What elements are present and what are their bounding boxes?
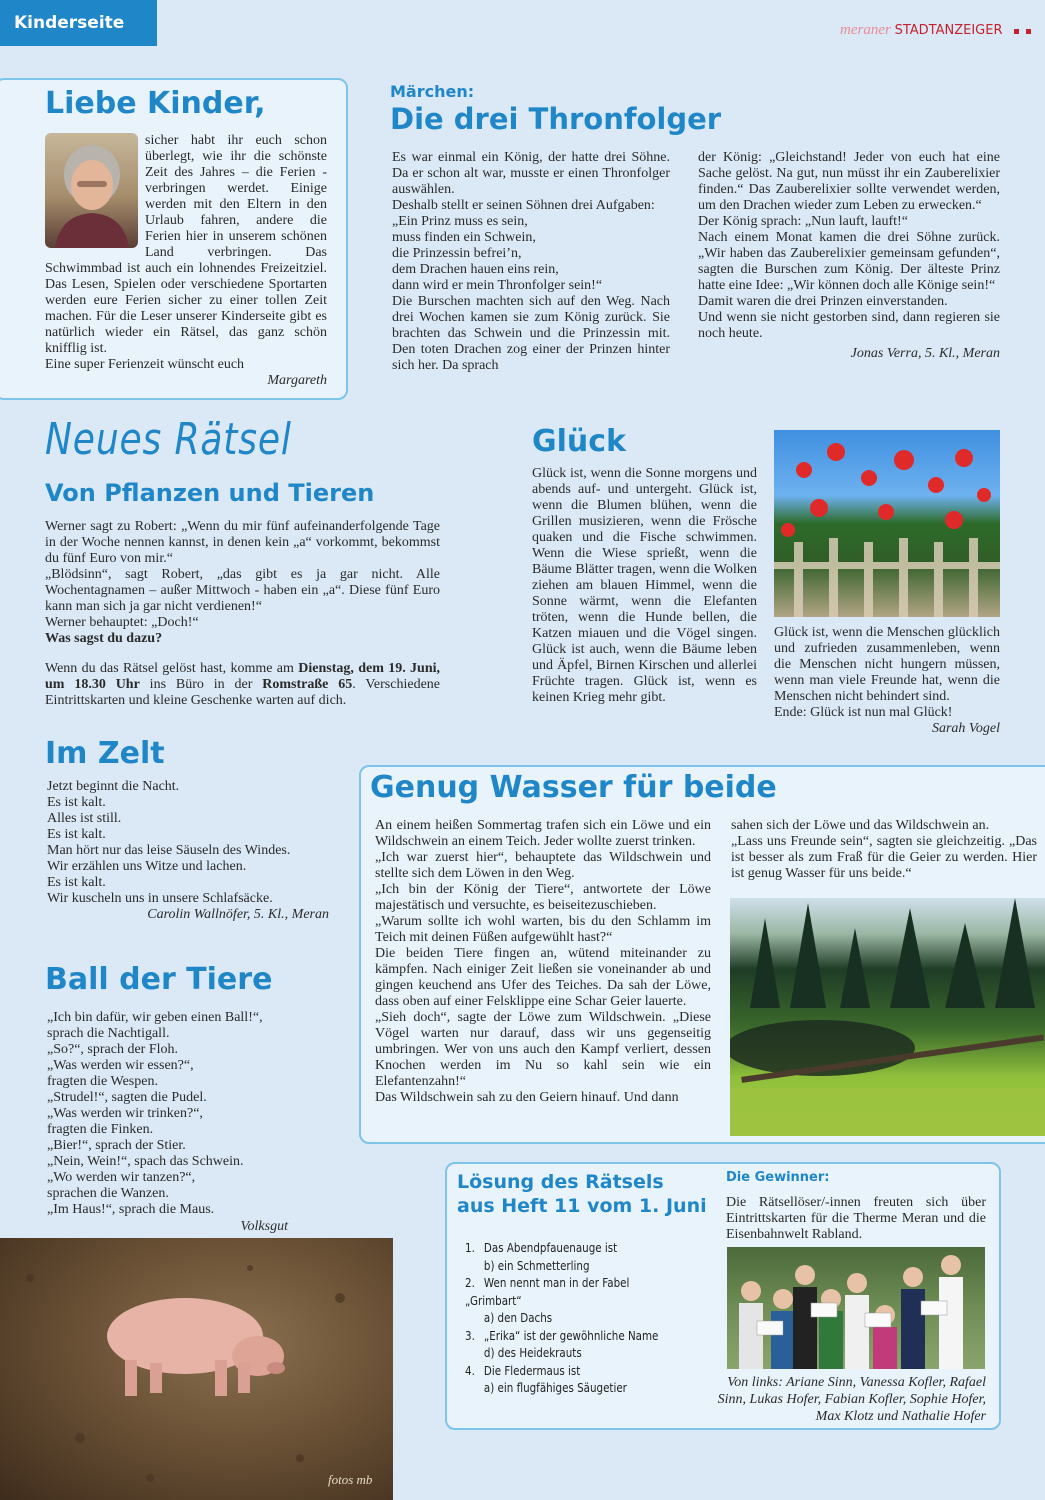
raetsel-script-title: Neues Rätsel [45, 414, 292, 465]
pond-photo [730, 898, 1045, 1136]
ball-line: „Was werden wir essen?“, [47, 1058, 194, 1073]
ball-line: „Bier!“, sprach der Stier. [47, 1138, 186, 1153]
glueck-title: Glück [532, 424, 626, 459]
zelt-poem [47, 779, 329, 923]
maerchen-kicker: Märchen: [390, 82, 475, 101]
ball-line: sprachen die Wanzen. [47, 1186, 169, 1201]
section-tab [0, 0, 157, 46]
raetsel-p1: Werner sagt zu Robert: „Wenn du mir fünf aufeinanderfolgende Tage in der Woche nennen kannst, in denen kein „a“ vorkommt, bekommst du fünf Euro von mir.“ [45, 519, 440, 566]
zelt-line: Alles ist still. [47, 811, 122, 826]
wasser-p8: sahen sich der Löwe und das Wildschwein an. [731, 818, 990, 833]
glueck-text: Glück ist, wenn die Sonne morgens und abends auf- und untergeht. Glück ist, wenn die Blumen blühen, wenn die Grillen musizieren, wenn die Frösche quaken und die Fische schwimmen. Wenn die Wiese sprießt, wenn die Bäume Blätter tragen, wenn die Wolken ziehen am blauen Himmel, wenn die Sonne wärmt, wenn die Elefanten tröten, wenn die Hunde bellen, die Katzen miauen und die Vögel singen. Glück ist auch, wenn die Bäume leben und Äpfel, Birnen Kirschen und allerlei Früchte tragen. Glück ist, wenn es keinen Krieg mehr gibt. [532, 466, 757, 705]
invite-date: Dienstag, dem 19. Juni, um 18.30 Uhr [45, 661, 440, 692]
ball-signature: Volksgut [240, 1219, 288, 1234]
maerchen-p5: Der König sprach: „Nun lauft, lauft!“ [698, 214, 908, 229]
wasser-p2: „Ich war zuerst hier“, behauptete das Wildschwein und stellte sich dem Löwen in den Weg. [375, 850, 711, 881]
ball-line: sprach die Nachtigall. [47, 1026, 170, 1041]
ball-line: fragten die Finken. [47, 1122, 154, 1137]
ball-line: fragten die Wespen. [47, 1074, 158, 1089]
raetsel-p3: Werner behauptet: „Doch!“ [45, 615, 199, 630]
zelt-line: Jetzt beginnt die Nacht. [47, 779, 180, 794]
item-question: Wen nennt man in der Fabel „Grimbart“ [465, 1276, 630, 1308]
raetsel-text [45, 519, 440, 709]
brand-squares [1014, 22, 1031, 39]
ball-line: „Was werden wir trinken?“, [47, 1106, 203, 1121]
pig-photo [0, 1238, 393, 1500]
ball-title: Ball der Tiere [45, 962, 273, 997]
item-answer: d) des Heidekrauts [483, 1346, 582, 1360]
zelt-line: Man hört nur das leise Säuseln des Windes. [47, 843, 291, 858]
item-question: Die Fledermaus ist [483, 1363, 581, 1378]
ball-line: „Strudel!“, sagten die Pudel. [47, 1090, 207, 1105]
zelt-line: Es ist kalt. [47, 875, 106, 890]
masthead [840, 22, 1031, 39]
maerchen-p8: Und wenn sie nicht gestorben sind, dann regieren sie noch heute. [698, 310, 1000, 341]
item-answer: a) den Dachs [483, 1311, 553, 1325]
loesung-item [465, 1240, 689, 1275]
maerchen-signature: Jonas Verra, 5. Kl., Meran [850, 346, 1000, 361]
wasser-p9: „Lass uns Freunde sein“, sagten sie gleichzeitig. „Das ist besser als zum Fraß für die Geier zu werden. Hier ist genug Wasser für uns beide.“ [731, 834, 1037, 881]
loesung-item [465, 1328, 689, 1363]
maerchen-verse3: die Prinzessin befrei’n, [392, 246, 522, 261]
invite-street: Romstraße 65 [262, 677, 353, 692]
winners-text: Die Rätsellöser/-innen freuten sich über Eintrittskarten für die Therme Meran und die Eisenbahnwelt Rabland. [726, 1195, 986, 1242]
glueck-p2: Glück ist, wenn die Menschen glücklich und zufrieden zusammenleben, wenn die Menschen nicht hungern müssen, wenn man viele Freunde hat, wenn die Menschen nicht behindert sind. [774, 625, 1000, 704]
maerchen-p3: Die Burschen machten sich auf den Weg. Nach drei Wochen kamen sie zum König zurück. Sie brachten das Schwein und die Prinzessin mit. Den toten Drachen zog einer der Prinzen hinter sich her. Da sprach [392, 294, 670, 373]
intro-title: Liebe Kinder, [45, 86, 266, 121]
wasser-p7: Das Wildschwein sah zu den Geiern hinauf. Und dann [375, 1090, 679, 1105]
maerchen-col2 [698, 150, 1000, 362]
ball-line: „So?“, sprach der Floh. [47, 1042, 179, 1057]
loesung-title: Lösung des Rätsels aus Heft 11 vom 1. Juni [457, 1171, 707, 1217]
raetsel-title: Von Pflanzen und Tieren [45, 479, 375, 507]
wasser-p5: Die beiden Tiere fingen an, wütend miteinander zu kämpfen. Nach einiger Zeit ließen sie voneinander ab und gingen keuchend ans Ufer des Teiches. Da sah der Löwe, dass oben auf einer Felsklippe eine Schar Geier lauerte. [375, 946, 711, 1009]
winners-photo [727, 1247, 985, 1369]
zelt-line: Wir erzählen uns Witze und lachen. [47, 859, 247, 874]
winners-title: Die Gewinner: [726, 1170, 830, 1185]
ball-line: „Ich bin dafür, wir geben einen Ball!“, [47, 1010, 263, 1025]
maerchen-p6: Nach einem Monat kamen die drei Söhne zurück. „Wir haben das Zauberelixier gemeinsam gefunden“, sagten die Burschen zum König. Der älteste Prinz hatte eine Idee: „Wir können doch alle Könige sein!“ [698, 230, 1000, 293]
brand-name: STADTANZEIGER [894, 23, 1003, 38]
wasser-col1 [375, 818, 711, 1106]
photo-credit: fotos mb [328, 1472, 373, 1487]
flowers-photo [774, 430, 1000, 617]
ball-poem [47, 1010, 287, 1218]
ball-line: „Nein, Wein!“, spach das Schwein. [47, 1154, 244, 1169]
loesung-list [465, 1240, 689, 1398]
maerchen-verse2: muss finden ein Schwein, [392, 230, 536, 245]
wasser-p3: „Ich bin der König der Tiere“, antwortete der Löwe majestätisch und versuchte, es beiseitezuschieben. [375, 882, 711, 913]
intro-paragraph: sicher habt ihr euch schon überlegt, wie ihr die schönste Zeit des Jahres – die Ferien - verbringen werdet. Einige werden mit den Eltern in den Urlaub fahren, andere die Ferien hier in unserem schönen Land verbringen. Das Schwimmbad ist auch ein lohnendes Freizeitziel. Das Lesen, Spielen oder verschiedene Sportarten werden eure Ferien sicher zu einer tollen Zeit machen. Für die Leser unserer Kinderseite gibt es natürlich wieder ein Rätsel, das ganz schön knifflig ist. [45, 133, 327, 356]
wasser-p1: An einem heißen Sommertag trafen sich ein Löwe und ein Wildschwein an einem Teich. Jeder wollte zuerst trinken. [375, 818, 711, 849]
zelt-line: Es ist kalt. [47, 827, 106, 842]
zelt-title: Im Zelt [45, 736, 165, 771]
item-num: 1. [465, 1241, 475, 1255]
invite-mid: ins Büro in der [139, 677, 263, 692]
raetsel-question: Was sagst du dazu? [45, 631, 163, 646]
raetsel-invite [45, 661, 440, 709]
intro-text [45, 133, 327, 389]
item-question: Das Abendpfauenauge ist [483, 1241, 618, 1255]
maerchen-p4: der König: „Gleichstand! Jeder von euch hat eine Sache gelöst. Na gut, nun müsst ihr ein Zauberelixier finden.“ Das Zauberelixier sollte verwendet werden, um den Drachen wieder zum Leben zu erwecken.“ [698, 150, 1000, 213]
invite-pre: Wenn du das Rätsel gelöst hast, komme am [45, 661, 299, 676]
zelt-signature: Carolin Wallnöfer, 5. Kl., Meran [147, 907, 329, 922]
maerchen-p1: Es war einmal ein König, der hatte drei Söhne. Da er schon alt war, musste er einen Thronfolger auswählen. [392, 150, 670, 197]
brand-script: meraner [840, 22, 891, 38]
winners-caption: Von links: Ariane Sinn, Vanessa Kofler, Rafael Sinn, Lukas Hofer, Fabian Kofler, Sophie Hofer, Max Klotz und Nathalie Hofer [717, 1375, 986, 1424]
zelt-line: Wir kuscheln uns in unsere Schlafsäcke. [47, 891, 273, 906]
item-num: 4. [465, 1363, 475, 1378]
item-num: 2. [465, 1276, 475, 1290]
glueck-signature: Sarah Vogel [931, 721, 1000, 736]
maerchen-verse5: dann wird er mein Thronfolger sein!“ [392, 278, 603, 293]
section-tab-label: Kinderseite [14, 13, 125, 33]
wasser-p4: „Warum sollte ich wohl warten, bis du den Schlamm im Teich mit deinen Füßen aufgewühlt hast?“ [375, 914, 711, 945]
wasser-p6: „Sieh doch“, sagte der Löwe zum Wildschwein. „Diese Vögel warten nur darauf, dass wir uns gegenseitig umbringen. Wer von uns auch den Kampf verliert, dessen Knochen werden im Nu so kahl sein wie ein Elefantenzahn!“ [375, 1010, 711, 1089]
zelt-line: Es ist kalt. [47, 795, 106, 810]
wasser-title: Genug Wasser für beide [370, 770, 777, 805]
maerchen-verse1: „Ein Prinz muss es sein, [392, 214, 528, 229]
ball-line: „Wo werden wir tanzen?“, [47, 1170, 196, 1185]
item-answer: b) ein Schmetterling [483, 1258, 590, 1273]
maerchen-p2: Deshalb stellt er seinen Söhnen drei Aufgaben: [392, 198, 655, 213]
wasser-col2 [731, 818, 1037, 882]
loesung-item [465, 1275, 689, 1328]
item-question: „Erika“ ist der gewöhnliche Name [483, 1328, 659, 1343]
ball-line: „Im Haus!“, sprach die Maus. [47, 1202, 215, 1217]
maerchen-p7: Damit waren die drei Prinzen einverstanden. [698, 294, 948, 309]
item-answer: a) ein flugfähiges Säugetier [483, 1381, 627, 1395]
maerchen-col1 [392, 150, 670, 374]
glueck-text2 [774, 625, 1000, 737]
invite-post: . Verschiedene Eintrittskarten und kleine Geschenke warten auf dich. [45, 677, 440, 708]
raetsel-p2: „Blödsinn“, sagt Robert, „das gibt es ja gar nicht. Alle Wochentagnamen – außer Mittwoch - haben ein „a“. Diese fünf Euro kann man sich ja gar nicht verdienen!“ [45, 567, 440, 614]
intro-closing: Eine super Ferienzeit wünscht euch [45, 357, 245, 372]
item-num: 3. [465, 1328, 475, 1343]
loesung-item [465, 1363, 689, 1398]
glueck-end: Ende: Glück ist nun mal Glück! [774, 705, 953, 720]
maerchen-verse4: dem Drachen hauen eins rein, [392, 262, 559, 277]
intro-signature: Margareth [267, 373, 327, 388]
maerchen-title: Die drei Thronfolger [390, 102, 722, 136]
